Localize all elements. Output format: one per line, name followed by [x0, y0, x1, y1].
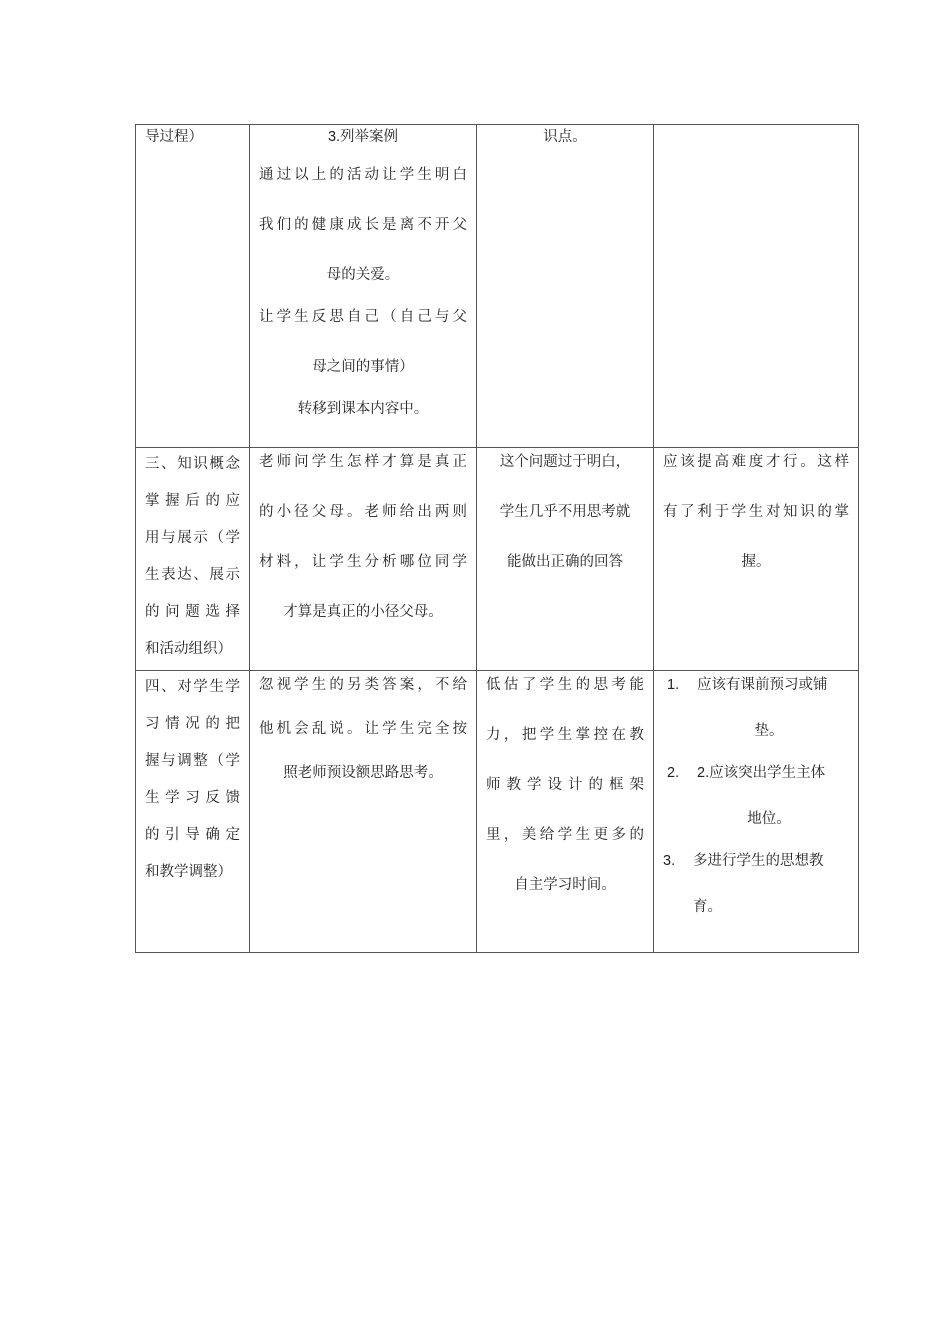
cell-line: 3.列举案例 — [327, 129, 399, 145]
cell-line: 识点。 — [543, 129, 587, 145]
cell-line: 有了利于学生对知识的掌 — [663, 504, 849, 520]
table-row — [136, 448, 859, 671]
cell-line: 垫。 — [754, 723, 784, 739]
cell-line: 这个问题过于明白， — [499, 454, 631, 470]
cell-line: 低估了学生的思考能 — [486, 677, 644, 693]
cell-line: 握与调整（学 — [145, 753, 240, 769]
list-number: 3. — [663, 853, 676, 869]
cell-line: 通过以上的活动让学生明白 — [259, 167, 467, 183]
cell-line: 和教学调整） — [145, 864, 232, 880]
cell-line: 握。 — [741, 554, 771, 570]
stage-cell — [136, 671, 250, 953]
cell-line: 转移到课本内容中。 — [297, 401, 429, 417]
cell-line: 和活动组织） — [145, 641, 232, 657]
activity-cell — [250, 671, 477, 953]
activity-cell — [250, 125, 477, 448]
cell-line: 母的关爱。 — [326, 267, 400, 283]
list-item — [663, 847, 849, 935]
cell-line: 四、对学生学 — [145, 679, 240, 695]
improvement-cell — [654, 448, 859, 671]
cell-line: 自主学习时间。 — [514, 877, 616, 893]
cell-line: 让学生反思自己（自己与父 — [259, 309, 467, 325]
table-row — [136, 125, 859, 448]
cell-line: 地位。 — [747, 811, 791, 827]
stage-cell — [136, 448, 250, 671]
cell-line: 忽视学生的另类答案，不给 — [259, 677, 467, 693]
cell-line: 生表达、展示 — [145, 567, 240, 583]
list-item — [663, 671, 849, 759]
cell-line: 2.应该突出学生主体 — [697, 765, 826, 781]
problem-cell — [477, 448, 654, 671]
cell-line: 我们的健康成长是离不开父 — [259, 217, 467, 233]
cell-line: 导过程） — [145, 129, 203, 145]
cell-line: 学生几乎不用思考就 — [499, 504, 631, 520]
cell-line: 老师问学生怎样才算是真正 — [259, 454, 467, 470]
improvement-cell — [654, 671, 859, 953]
cell-line: 习情况的把 — [145, 716, 240, 732]
cell-line: 的问题选择 — [145, 604, 240, 620]
list-number: 1. — [667, 677, 680, 693]
cell-line: 照老师预设额思路思考。 — [283, 765, 443, 781]
problem-cell — [477, 125, 654, 448]
list-number: 2. — [667, 765, 680, 781]
cell-line: 多进行学生的思想教 — [693, 853, 824, 869]
improvement-cell — [654, 125, 859, 448]
cell-line: 的引导确定 — [145, 827, 240, 843]
cell-line: 能做出正确的回答 — [507, 554, 623, 570]
cell-line: 他机会乱说。让学生完全按 — [259, 721, 467, 737]
cell-line: 掌握后的应 — [145, 493, 240, 509]
cell-line: 生学习反馈 — [145, 790, 240, 806]
cell-line: 用与展示（学 — [145, 530, 240, 546]
problem-cell — [477, 671, 654, 953]
table-row — [136, 671, 859, 953]
list-item — [663, 759, 849, 847]
cell-line: 师教学设计的框架 — [486, 777, 644, 793]
activity-cell — [250, 448, 477, 671]
cell-line: 应该提高难度才行。这样 — [663, 454, 849, 470]
cell-line: 才算是真正的小径父母。 — [283, 604, 443, 620]
cell-line: 的小径父母。老师给出两则 — [259, 504, 467, 520]
stage-cell — [136, 125, 250, 448]
cell-line: 育。 — [693, 899, 722, 915]
cell-line: 材料，让学生分析哪位同学 — [259, 554, 467, 570]
lesson-reflection-table — [135, 124, 859, 953]
cell-line: 里，美给学生更多的 — [486, 827, 644, 843]
cell-line: 母之间的事情） — [312, 359, 414, 375]
cell-line: 三、知识概念 — [145, 456, 240, 472]
cell-line: 应该有课前预习或铺 — [697, 677, 828, 693]
cell-line: 力，把学生掌控在教 — [486, 727, 644, 743]
